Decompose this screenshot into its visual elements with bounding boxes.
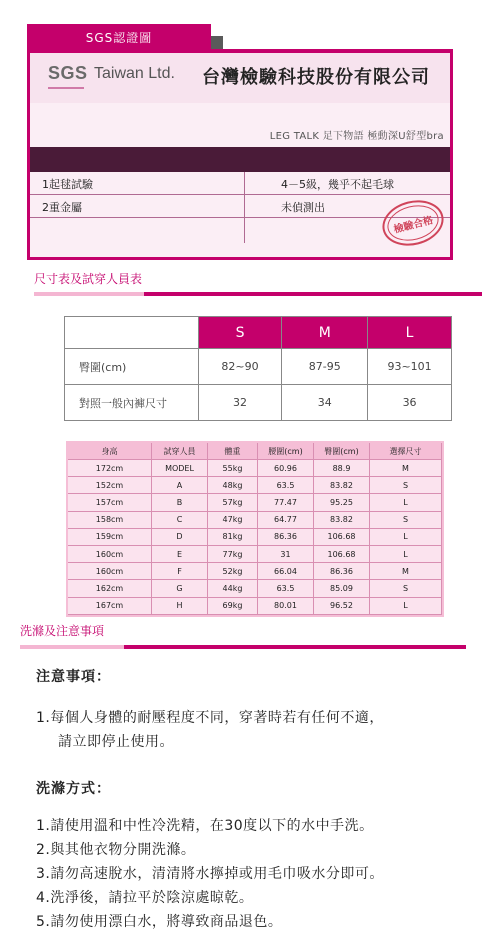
sgs-certificate [27, 24, 453, 260]
section-divider-dark [124, 645, 466, 649]
tester-cell: H [152, 598, 208, 615]
model-header: 身高 [68, 443, 152, 460]
size-cell: 93~101 [368, 349, 452, 385]
notice-heading: 注意事項： [36, 669, 111, 685]
weight-cell: 81kg [208, 529, 258, 546]
hip-cell: 83.82 [314, 477, 370, 494]
size-table [64, 316, 452, 421]
waist-cell: 80.01 [258, 598, 314, 615]
table-row [68, 529, 442, 546]
weight-cell: 55kg [208, 460, 258, 477]
waist-cell: 31 [258, 546, 314, 563]
tester-cell: A [152, 477, 208, 494]
size-choice-cell: S [370, 580, 442, 597]
table-row [68, 598, 442, 615]
logo-underline [48, 87, 84, 89]
hip-cell: 106.68 [314, 529, 370, 546]
sgs-tab-label: SGS認證圖 [27, 24, 211, 50]
height-cell: 160cm [68, 563, 152, 580]
company-chinese-name: 台灣檢驗科技股份有限公司 [202, 67, 430, 88]
height-cell: 167cm [68, 598, 152, 615]
section-divider-light [34, 292, 144, 296]
size-header: M [282, 317, 368, 349]
height-cell: 152cm [68, 477, 152, 494]
test-name: 1起毬試驗 [30, 172, 245, 194]
dark-band [30, 147, 450, 172]
tester-cell: F [152, 563, 208, 580]
table-row [68, 460, 442, 477]
size-choice-cell: L [370, 598, 442, 615]
tester-cell: B [152, 494, 208, 511]
waist-cell: 66.04 [258, 563, 314, 580]
model-header: 選擇尺寸 [370, 443, 442, 460]
weight-cell: 57kg [208, 494, 258, 511]
model-fitting-table [66, 441, 444, 617]
test-result: 4－5級，幾乎不起毛球 [281, 178, 394, 191]
test-name: 2重金屬 [30, 195, 245, 217]
height-cell: 160cm [68, 546, 152, 563]
table-row [68, 494, 442, 511]
test-result: 未偵測出 [281, 201, 325, 214]
stamp-text: 檢驗合格 [384, 200, 443, 246]
size-choice-cell: L [370, 546, 442, 563]
sgs-header [30, 53, 450, 103]
wash-item: 2.與其他衣物分開洗滌。 [36, 842, 196, 858]
height-cell: 162cm [68, 580, 152, 597]
weight-cell: 48kg [208, 477, 258, 494]
size-choice-cell: L [370, 494, 442, 511]
size-row [65, 349, 452, 385]
size-section-title: 尺寸表及試穿人員表 [34, 272, 143, 286]
table-row [68, 563, 442, 580]
size-cell: 36 [368, 385, 452, 421]
tester-cell: E [152, 546, 208, 563]
waist-cell: 63.5 [258, 477, 314, 494]
waist-cell: 60.96 [258, 460, 314, 477]
weight-cell: 69kg [208, 598, 258, 615]
tester-cell: D [152, 529, 208, 546]
weight-cell: 52kg [208, 563, 258, 580]
size-cell: 34 [282, 385, 368, 421]
table-row [68, 580, 442, 597]
weight-cell: 44kg [208, 580, 258, 597]
wash-heading: 洗滌方式： [36, 781, 111, 797]
waist-cell: 77.47 [258, 494, 314, 511]
size-choice-cell: S [370, 477, 442, 494]
model-header: 臀圍(cm) [314, 443, 370, 460]
tester-cell: G [152, 580, 208, 597]
weight-cell: 77kg [208, 546, 258, 563]
size-row-label: 臀圍(cm) [65, 349, 199, 385]
waist-cell: 64.77 [258, 512, 314, 529]
hip-cell: 86.36 [314, 563, 370, 580]
hip-cell: 85.09 [314, 580, 370, 597]
sgs-card [27, 49, 453, 260]
size-choice-cell: M [370, 563, 442, 580]
model-header: 腰圍(cm) [258, 443, 314, 460]
size-cell: 82~90 [198, 349, 282, 385]
test-row [30, 172, 450, 195]
waist-cell: 86.36 [258, 529, 314, 546]
table-row [68, 477, 442, 494]
hip-cell: 88.9 [314, 460, 370, 477]
care-section-title: 洗滌及注意事項 [20, 624, 105, 638]
wash-item: 3.請勿高速脫水，清清將水擰掉或用毛巾吸水分即可。 [36, 866, 384, 882]
table-row [68, 512, 442, 529]
size-cell: 87-95 [282, 349, 368, 385]
size-row-label: 對照一般內褲尺寸 [65, 385, 199, 421]
size-choice-cell: S [370, 512, 442, 529]
product-name: LEG TALK 足下物語 極動深U舒型bra [269, 131, 444, 142]
height-cell: 159cm [68, 529, 152, 546]
hip-cell: 83.82 [314, 512, 370, 529]
waist-cell: 63.5 [258, 580, 314, 597]
section-divider-light [20, 645, 124, 649]
wash-item: 1.請使用溫和中性冷洗精，在30度以下的水中手洗。 [36, 818, 374, 834]
size-header: S [198, 317, 282, 349]
size-cell: 32 [198, 385, 282, 421]
company-english-name: Taiwan Ltd. [94, 65, 175, 82]
notice-item: 1.每個人身體的耐壓程度不同，穿著時若有任何不適， [36, 710, 384, 726]
notice-item: 請立即停止使用。 [58, 734, 174, 750]
hip-cell: 95.25 [314, 494, 370, 511]
wash-item: 5.請勿使用漂白水，將導致商品退色。 [36, 914, 283, 930]
height-cell: 172cm [68, 460, 152, 477]
height-cell: 157cm [68, 494, 152, 511]
wash-item: 4.洗淨後，請拉平於陰涼處晾乾。 [36, 890, 254, 906]
tester-cell: MODEL [152, 460, 208, 477]
tester-cell: C [152, 512, 208, 529]
model-header: 體重 [208, 443, 258, 460]
hip-cell: 96.52 [314, 598, 370, 615]
table-row [68, 546, 442, 563]
section-divider-dark [144, 292, 482, 296]
model-header: 試穿人員 [152, 443, 208, 460]
height-cell: 158cm [68, 512, 152, 529]
weight-cell: 47kg [208, 512, 258, 529]
size-row [65, 385, 452, 421]
size-header: L [368, 317, 452, 349]
hip-cell: 106.68 [314, 546, 370, 563]
model-header-row [68, 443, 442, 460]
size-choice-cell: L [370, 529, 442, 546]
sgs-logo: SGS [48, 63, 88, 83]
tab-notch [211, 36, 223, 50]
size-choice-cell: M [370, 460, 442, 477]
size-header-row [65, 317, 452, 349]
